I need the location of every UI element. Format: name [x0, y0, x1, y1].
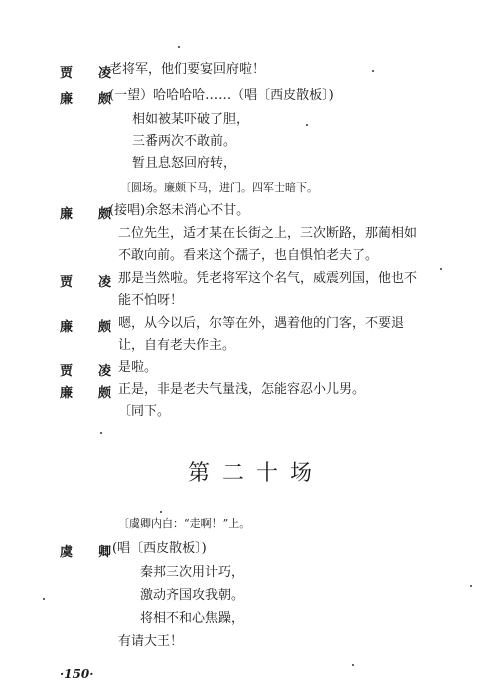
dialogue-line: 老将军，他们要宴回府啦！	[109, 62, 266, 77]
speaker-name: 廉 颇	[60, 386, 118, 401]
speaker-name: 廉 颇	[60, 92, 118, 107]
dialogue-line: 不敢向前。看来这个孺子，也自惧怕老夫了。	[118, 248, 379, 263]
speaker-name: 贾 凌	[60, 275, 118, 290]
verse-line: 相如被某吓破了胆，	[132, 112, 250, 127]
scene-title: 第二十场	[188, 461, 325, 486]
scan-speck	[160, 511, 162, 513]
verse-line: 激动齐国攻我朝。	[140, 588, 245, 603]
speaker-name: 廉 颇	[60, 207, 118, 222]
speaker-name: 廉 颇	[60, 320, 118, 335]
dialogue-line: (一望）哈哈哈哈……（唱〔西皮散板〕)	[109, 88, 334, 103]
dialogue-line: 那是当然啦。凭老将军这个名气，威震列国，他也不	[118, 271, 418, 286]
scan-speck	[43, 598, 45, 600]
scan-speck	[100, 432, 102, 434]
scan-speck	[306, 124, 308, 126]
dialogue-line: 能不怕呀！	[118, 293, 184, 308]
verse-line: 将相不和心焦躁，	[140, 611, 245, 626]
dialogue-line: 嗯，从今以后，尔等在外，遇着他的门客，不要退	[118, 316, 405, 331]
speaker-name: 虞 卿	[60, 545, 118, 560]
stage-direction: 〔同下。	[118, 404, 171, 419]
dialogue-line: 正是，非是老夫气量浅，怎能容忍小儿男。	[118, 382, 366, 397]
verse-line: 暂且息怒回府转，	[132, 156, 237, 171]
speaker-name: 贾 凌	[60, 66, 118, 81]
dialogue-line: (唱〔西皮散板〕)	[112, 541, 207, 556]
page-number: ·150·	[60, 667, 94, 681]
dialogue-line: 有请大王！	[118, 634, 184, 649]
dialogue-line: (接唱)余怒未消心不甘。	[109, 203, 250, 218]
dialogue-line: 让，自有老夫作主。	[118, 338, 236, 353]
scan-speck	[352, 664, 354, 666]
dialogue-line: 是啦。	[118, 360, 158, 375]
scan-speck	[372, 70, 374, 72]
dialogue-line: 二位先生，适才某在长街之上，三次断路，那蔺相如	[118, 226, 418, 241]
scan-speck	[178, 46, 180, 48]
scan-speck	[470, 585, 472, 587]
stage-direction: 〔虞卿内白：“走啊！”上。	[118, 517, 251, 530]
stage-direction: 〔圆场。廉颇下马，进门。四军士暗下。	[120, 181, 318, 194]
verse-line: 三番两次不敢前。	[132, 134, 237, 149]
speaker-name: 贾 凌	[60, 364, 118, 379]
verse-line: 秦邦三次用计巧，	[140, 565, 245, 580]
scan-speck	[440, 268, 442, 270]
